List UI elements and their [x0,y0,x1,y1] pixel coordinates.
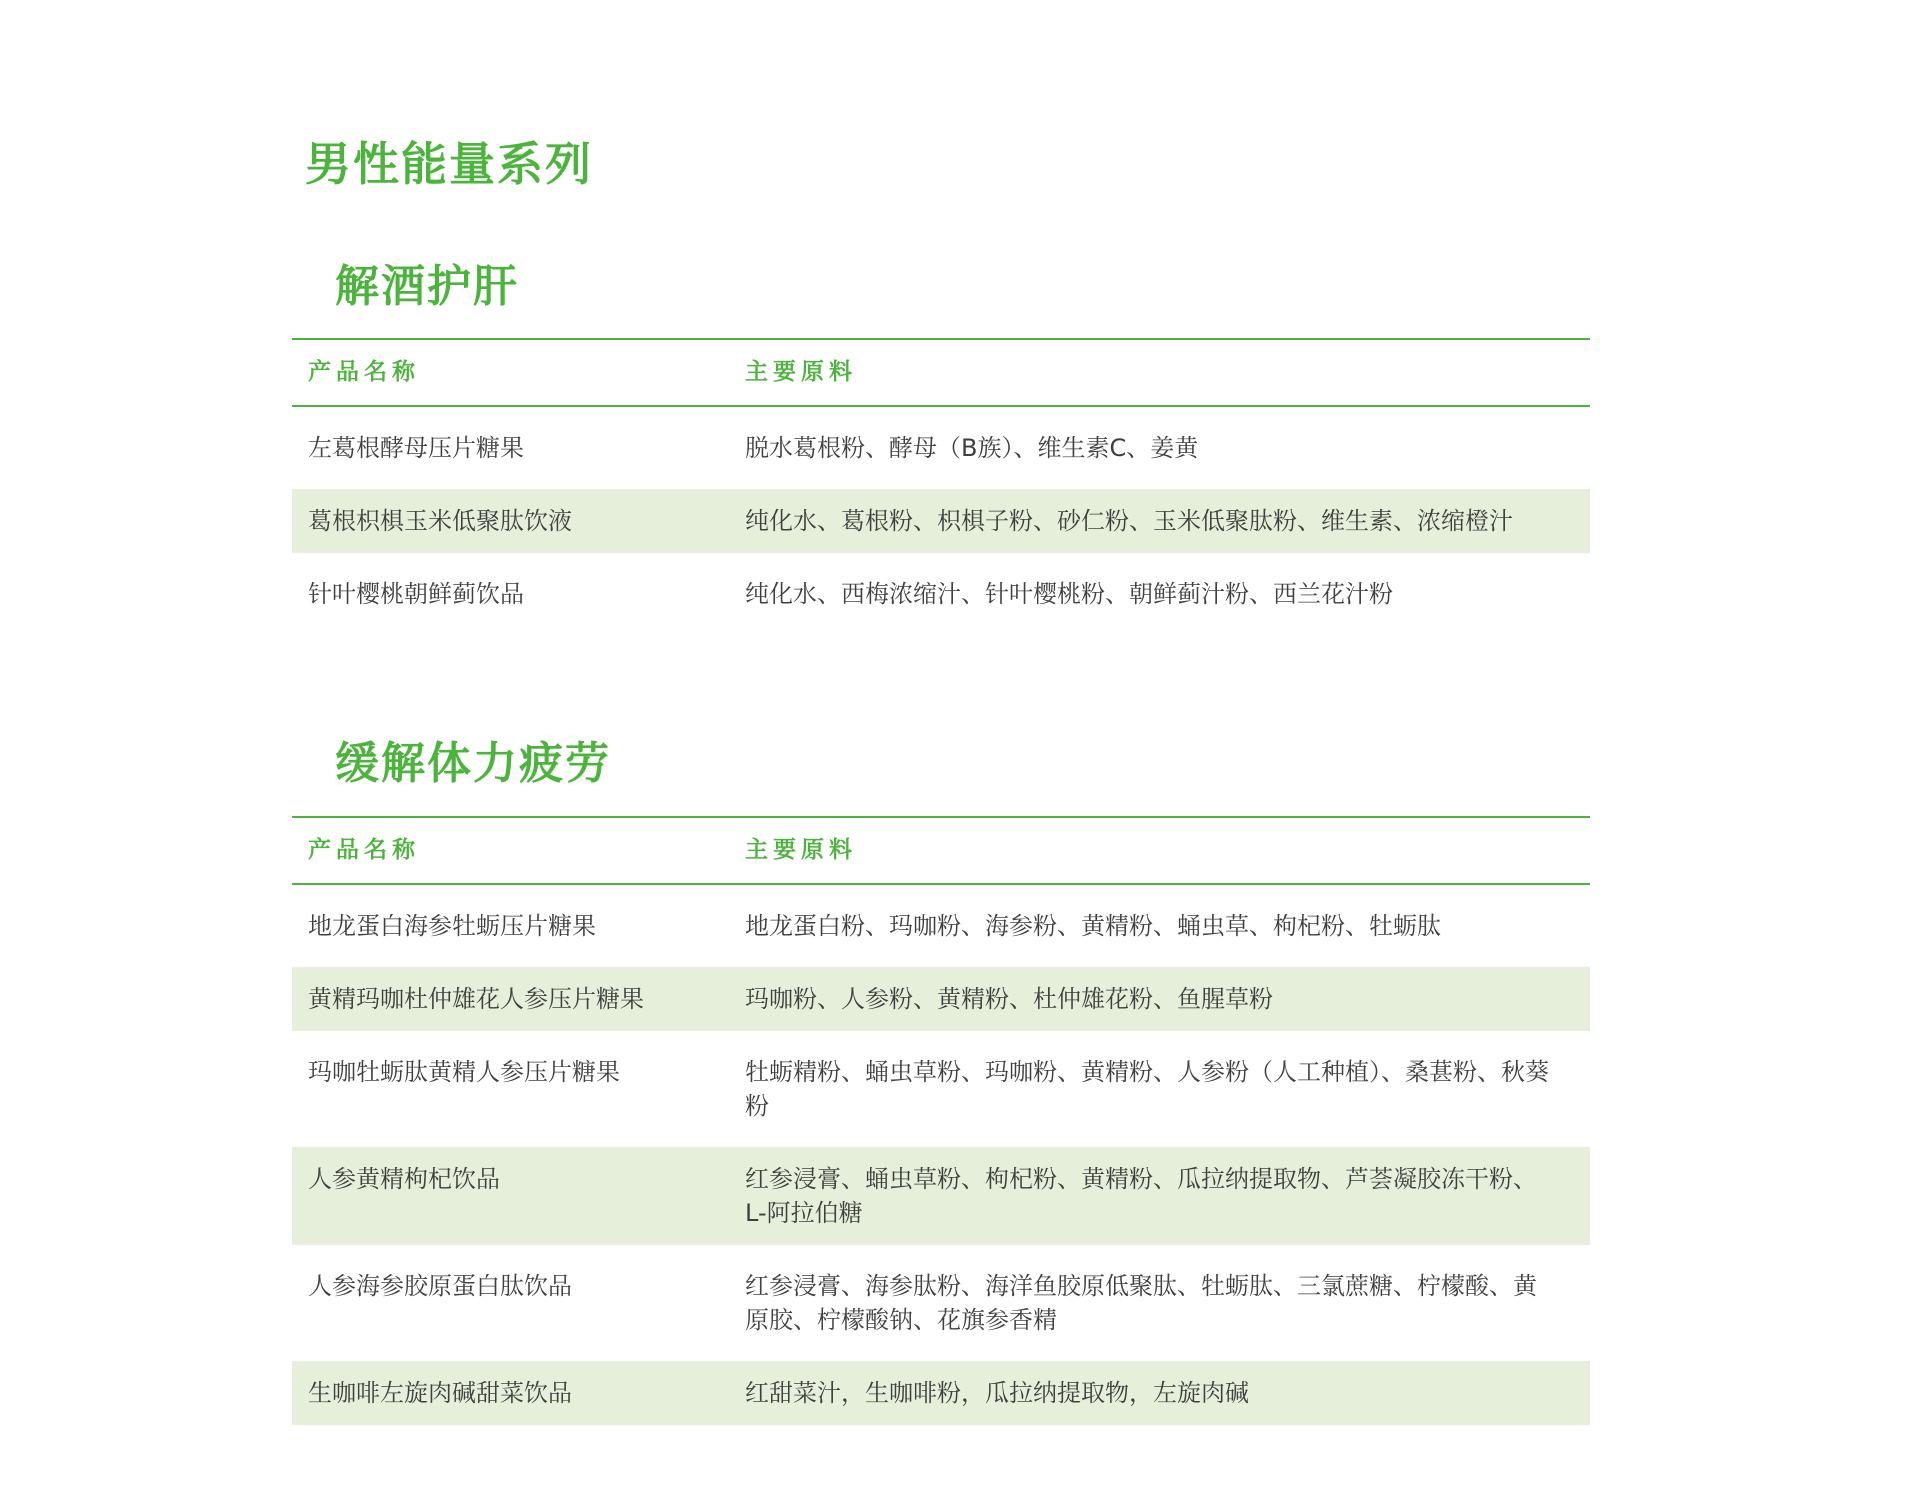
section-title: 缓解体力疲劳 [335,738,611,790]
sections-container [292,261,1590,1424]
product-name-cell: 葛根枳椇玉米低聚肽饮液 [308,507,572,536]
product-name-cell: 人参黄精枸杞饮品 [308,1164,500,1193]
section-title: 解酒护肝 [335,261,519,313]
product-section [292,738,1590,1424]
table-body [292,407,1590,635]
column-header-ingredients: 主要原料 [745,836,857,863]
ingredients-cell: 纯化水、西梅浓缩汁、针叶樱桃粉、朝鲜蓟汁粉、西兰花汁粉 [745,580,1393,609]
product-name-cell: 地龙蛋白海参牡蛎压片糖果 [308,911,596,940]
product-name-cell: 黄精玛咖杜仲雄花人参压片糖果 [308,984,644,1013]
table-row [292,489,1590,553]
ingredients-cell: 脱水葛根粉、酵母（B族）、维生素C、姜黄 [745,434,1199,463]
product-name-cell: 玛咖牡蛎肽黄精人参压片糖果 [308,1057,620,1086]
column-header-product-name: 产品名称 [308,359,420,386]
table-row [292,885,1590,967]
ingredients-cell: 玛咖粉、人参粉、黄精粉、杜仲雄花粉、鱼腥草粉 [745,984,1273,1013]
ingredients-cell: 牡蛎精粉、蛹虫草粉、玛咖粉、黄精粉、人参粉（人工种植）、桑葚粉、秋葵粉 [745,1057,1549,1120]
ingredients-cell: 地龙蛋白粉、玛咖粉、海参粉、黄精粉、蛹虫草、枸杞粉、牡蛎肽 [745,911,1441,940]
table-header-row [292,340,1590,407]
ingredients-cell: 纯化水、葛根粉、枳椇子粉、砂仁粉、玉米低聚肽粉、维生素、浓缩橙汁 [745,507,1513,536]
ingredients-cell: 红参浸膏、海参肽粉、海洋鱼胶原低聚肽、牡蛎肽、三氯蔗糖、柠檬酸、黄原胶、柠檬酸钠、花旗参香精 [745,1271,1537,1334]
table-row [292,1245,1590,1361]
table-row [292,1031,1590,1147]
table-row [292,407,1590,489]
column-header-ingredients: 主要原料 [745,359,857,386]
table-header-row [292,818,1590,885]
page-content [292,0,1590,1425]
page-title: 男性能量系列 [305,137,593,191]
ingredients-cell: 红甜菜汁，生咖啡粉，瓜拉纳提取物，左旋肉碱 [745,1378,1249,1407]
table-row [292,967,1590,1031]
product-name-cell: 左葛根酵母压片糖果 [308,434,524,463]
table-row [292,1361,1590,1425]
product-section [292,261,1590,635]
table-row [292,553,1590,635]
product-name-cell: 针叶樱桃朝鲜蓟饮品 [308,580,524,609]
table-row [292,1147,1590,1245]
table-body [292,885,1590,1425]
product-name-cell: 生咖啡左旋肉碱甜菜饮品 [308,1378,572,1407]
ingredients-cell: 红参浸膏、蛹虫草粉、枸杞粉、黄精粉、瓜拉纳提取物、芦荟凝胶冻干粉、L-阿拉伯糖 [745,1164,1537,1227]
column-header-product-name: 产品名称 [308,836,420,863]
product-table [292,816,1590,1425]
product-table [292,338,1590,635]
product-name-cell: 人参海参胶原蛋白肽饮品 [308,1271,572,1300]
